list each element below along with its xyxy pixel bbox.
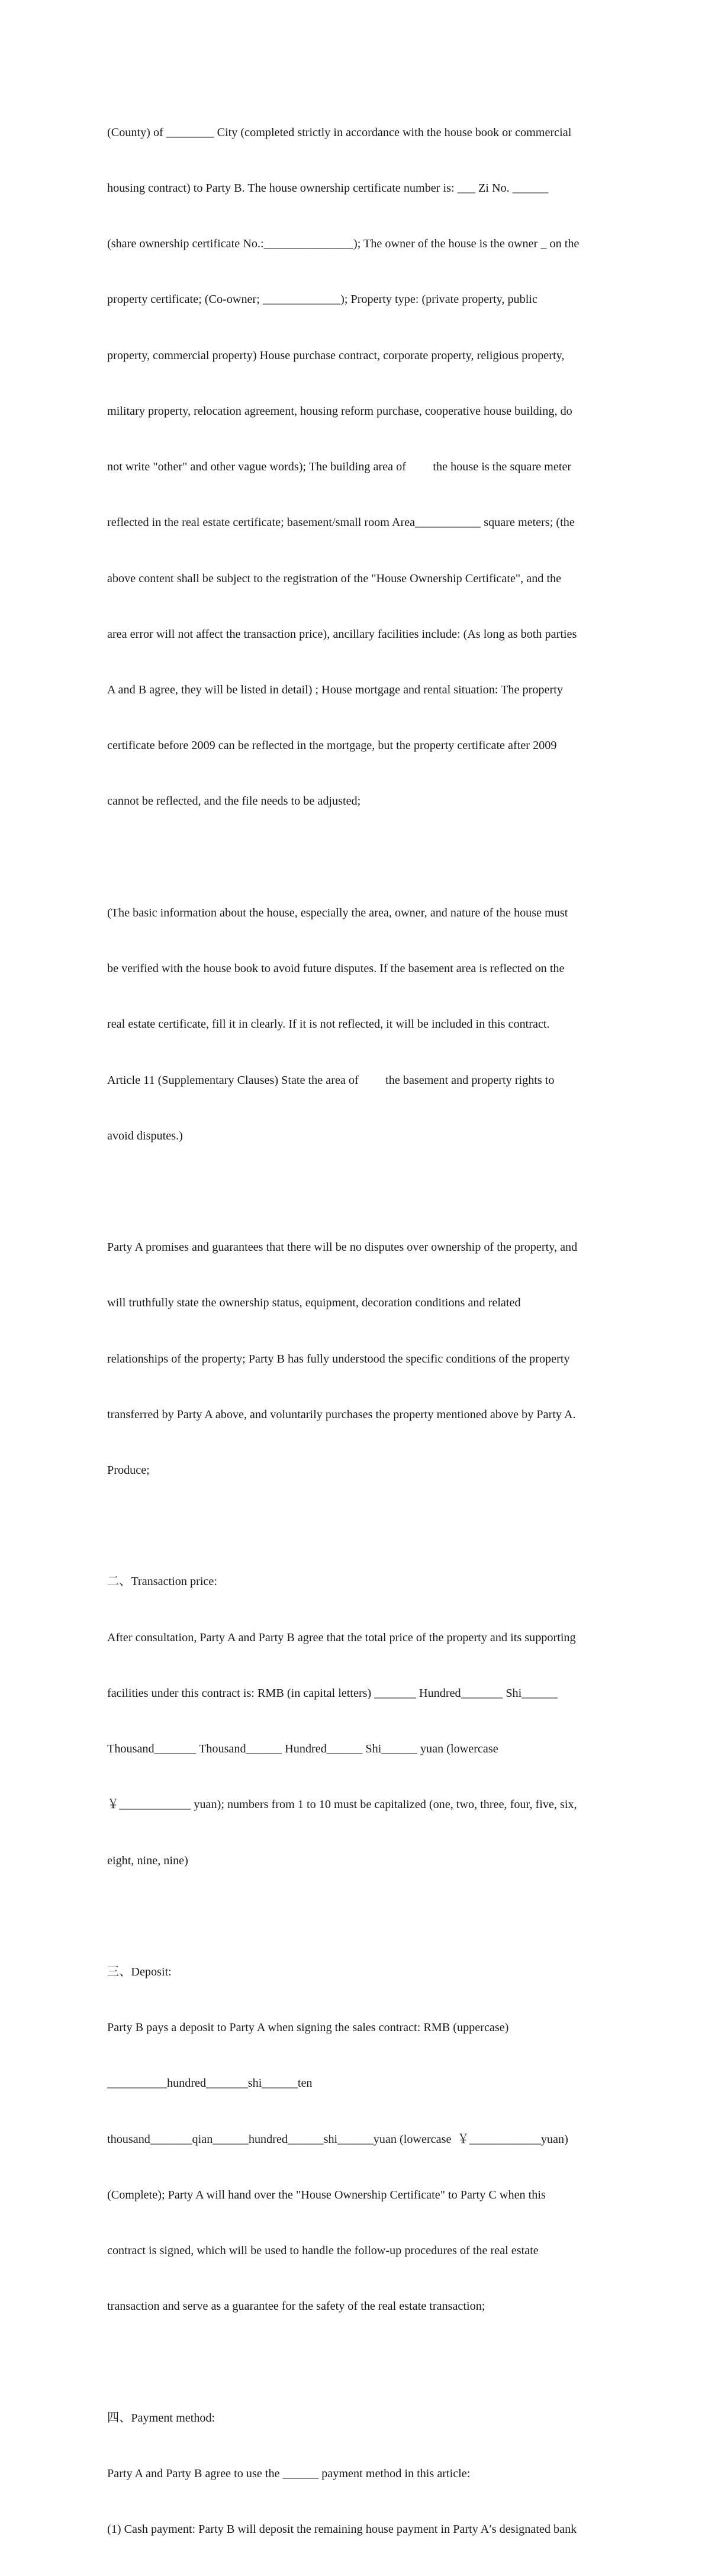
- text-line: Party A and Party B agree to use the ______ payment method in this article:: [107, 2467, 471, 2480]
- text-line: Thousand_______ Thousand______ Hundred______ Shi______ yuan (lowercase: [107, 1742, 498, 1756]
- text-line: Party A promises and guarantees that there will be no disputes over ownership of the property, and: [107, 1241, 578, 1254]
- section-transaction-price: [107, 1536, 604, 1907]
- text-line: (Complete); Party A will hand over the "House Ownership Certificate" to Party C when this: [107, 2188, 546, 2201]
- document-body: [107, 86, 604, 2576]
- section-heading: 二、Transaction price:: [107, 1575, 217, 1589]
- text-line: Article 11 (Supplementary Clauses) State the area of the basement and property rights to: [107, 1073, 555, 1087]
- text-line: A and B agree, they will be listed in detail) ; House mortgage and rental situation: The property: [107, 683, 563, 696]
- text-line: facilities under this contract is: RMB (in capital letters) _______ Hundred_______ Shi______: [107, 1686, 558, 1700]
- text-line: housing contract) to Party B. The house ownership certificate number is: ___ Zi No. ______: [107, 182, 549, 195]
- text-line: __________hundred_______shi______ten: [107, 2077, 313, 2090]
- text-line: be verified with the house book to avoid future disputes. If the basement area is reflected on the: [107, 962, 565, 976]
- text-line: (County) of ________ City (completed strictly in accordance with the house book or commercial: [107, 125, 572, 139]
- paragraph-house-details: [107, 86, 604, 848]
- text-line: area error will not affect the transaction price), ancillary facilities include: (As long as both parties: [107, 627, 577, 641]
- text-line: above content shall be subject to the registration of the "House Ownership Certificate", and the: [107, 572, 562, 585]
- text-line: (1) Cash payment: Party B will deposit the remaining house payment in Party A′s designated bank: [107, 2523, 577, 2536]
- text-line: relationships of the property; Party B has fully understood the specific conditions of the property: [107, 1352, 570, 1366]
- text-line: ￥____________ yuan); numbers from 1 to 10 must be capitalized (one, two, three, four, five, six,: [107, 1798, 577, 1812]
- section-heading: 四、Payment method:: [107, 2411, 215, 2425]
- text-line: cannot be reflected, and the file needs to be adjusted;: [107, 795, 361, 808]
- text-line: avoid disputes.): [107, 1129, 183, 1142]
- text-line: thousand_______qian______hundred______shi______yuan (lowercase ￥____________yuan): [107, 2132, 568, 2146]
- section-payment-method: [107, 2372, 604, 2576]
- text-line: property, commercial property) House purchase contract, corporate property, religious property,: [107, 348, 565, 362]
- text-line: (share ownership certificate No.:_______________); The owner of the house is the owner _ on the: [107, 237, 580, 251]
- text-line: Produce;: [107, 1464, 150, 1477]
- text-line: military property, relocation agreement, housing reform purchase, cooperative house building, do: [107, 404, 572, 418]
- text-line: Party B pays a deposit to Party A when signing the sales contract: RMB (uppercase): [107, 2021, 509, 2035]
- text-line: transaction and serve as a guarantee for the safety of the real estate transaction;: [107, 2300, 485, 2313]
- text-line: real estate certificate, fill it in clearly. If it is not reflected, it will be included in this contract.: [107, 1018, 550, 1031]
- section-deposit: [107, 1926, 604, 2353]
- text-line: reflected in the real estate certificate; basement/small room Area___________ square meters; (the: [107, 516, 575, 530]
- paragraph-party-a-guarantee: [107, 1201, 604, 1517]
- text-line: certificate before 2009 can be reflected in the mortgage, but the property certificate after 2009: [107, 739, 557, 753]
- text-line: eight, nine, nine): [107, 1854, 188, 1867]
- text-line: will truthfully state the ownership status, equipment, decoration conditions and related: [107, 1296, 521, 1310]
- text-line: property certificate; (Co-owner; _____________); Property type: (private property, public: [107, 293, 537, 306]
- text-line: (The basic information about the house, especially the area, owner, and nature of the house must: [107, 906, 568, 919]
- text-line: transferred by Party A above, and voluntarily purchases the property mentioned above by Party A.: [107, 1408, 576, 1421]
- text-line: After consultation, Party A and Party B agree that the total price of the property and its supporting: [107, 1631, 576, 1644]
- section-heading: 三、Deposit:: [107, 1965, 172, 1978]
- paragraph-verification-note: [107, 867, 604, 1183]
- text-line: not write "other" and other vague words); The building area of the house is the square meter: [107, 460, 572, 474]
- text-line: contract is signed, which will be used to handle the follow-up procedures of the real estate: [107, 2244, 539, 2258]
